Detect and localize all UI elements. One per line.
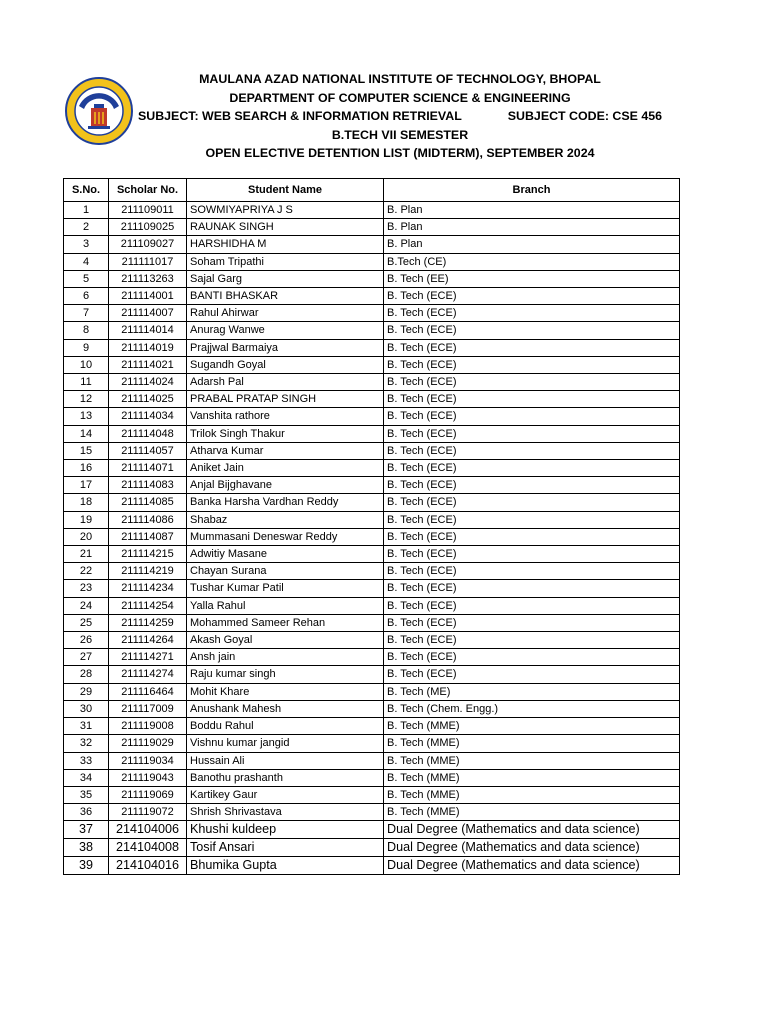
cell-sno: 4 [64,253,109,270]
cell-branch: B. Tech (Chem. Engg.) [384,700,680,717]
institute-name: MAULANA AZAD NATIONAL INSTITUTE OF TECHNOLOGY, BHOPAL [199,72,601,86]
cell-sno: 25 [64,614,109,631]
cell-branch: B. Tech (MME) [384,752,680,769]
cell-scholar-no: 211119043 [109,769,187,786]
table-row [64,769,680,786]
cell-sno: 9 [64,339,109,356]
table-row [64,477,680,494]
cell-scholar-no: 211119072 [109,804,187,821]
table-row [64,460,680,477]
cell-sno: 31 [64,718,109,735]
cell-sno: 7 [64,305,109,322]
detention-table [63,178,680,875]
cell-student-name: Atharva Kumar [187,442,384,459]
table-row [64,632,680,649]
cell-sno: 30 [64,700,109,717]
cell-student-name: Banothu prashanth [187,769,384,786]
cell-scholar-no: 211119034 [109,752,187,769]
cell-student-name: Anurag Wanwe [187,322,384,339]
cell-scholar-no: 211114001 [109,288,187,305]
cell-student-name: Mohit Khare [187,683,384,700]
cell-sno: 38 [64,839,109,857]
cell-scholar-no: 211114274 [109,666,187,683]
cell-sno: 29 [64,683,109,700]
cell-branch: B. Tech (ECE) [384,666,680,683]
cell-student-name: Kartikey Gaur [187,786,384,803]
cell-scholar-no: 211109011 [109,202,187,219]
cell-scholar-no: 211114264 [109,632,187,649]
cell-branch: B. Tech (ECE) [384,632,680,649]
cell-student-name: Soham Tripathi [187,253,384,270]
cell-branch: B. Tech (ECE) [384,649,680,666]
table-row [64,718,680,735]
cell-student-name: Sugandh Goyal [187,356,384,373]
table-row [64,614,680,631]
cell-scholar-no: 211114219 [109,563,187,580]
cell-branch: B. Tech (ECE) [384,528,680,545]
column-header-sno: S.No. [64,179,109,202]
column-header-scholar-no: Scholar No. [109,179,187,202]
table-row [64,546,680,563]
table-row [64,580,680,597]
cell-sno: 34 [64,769,109,786]
cell-scholar-no: 211114085 [109,494,187,511]
cell-branch: B.Tech (CE) [384,253,680,270]
table-row [64,339,680,356]
cell-branch: B. Tech (ECE) [384,460,680,477]
table-row [64,700,680,717]
cell-student-name: Sajal Garg [187,270,384,287]
table-row [64,786,680,803]
cell-scholar-no: 211113263 [109,270,187,287]
cell-branch: B. Tech (ECE) [384,563,680,580]
cell-branch: Dual Degree (Mathematics and data science) [384,821,680,839]
cell-branch: B. Tech (ECE) [384,494,680,511]
cell-student-name: Trilok Singh Thakur [187,425,384,442]
cell-scholar-no: 211119008 [109,718,187,735]
cell-branch: B. Tech (MME) [384,786,680,803]
table-row [64,528,680,545]
cell-branch: B. Tech (ECE) [384,580,680,597]
cell-student-name: Banka Harsha Vardhan Reddy [187,494,384,511]
cell-branch: B. Tech (ECE) [384,546,680,563]
cell-scholar-no: 211114048 [109,425,187,442]
cell-branch: B. Tech (ECE) [384,614,680,631]
table-row [64,253,680,270]
cell-sno: 33 [64,752,109,769]
cell-scholar-no: 211114086 [109,511,187,528]
cell-student-name: Vanshita rathore [187,408,384,425]
cell-branch: B. Tech (ECE) [384,374,680,391]
cell-scholar-no: 214104006 [109,821,187,839]
cell-sno: 39 [64,857,109,875]
institute-emblem-icon [64,76,134,146]
cell-sno: 35 [64,786,109,803]
cell-student-name: BANTI BHASKAR [187,288,384,305]
cell-student-name: Mohammed Sameer Rehan [187,614,384,631]
cell-student-name: HARSHIDHA M [187,236,384,253]
table-row [64,839,680,857]
table-row [64,374,680,391]
cell-sno: 11 [64,374,109,391]
cell-student-name: Anjal Bijghavane [187,477,384,494]
cell-branch: B. Tech (ECE) [384,356,680,373]
cell-sno: 18 [64,494,109,511]
subject-line [138,107,663,126]
cell-sno: 19 [64,511,109,528]
column-header-branch: Branch [384,179,680,202]
cell-scholar-no: 211114259 [109,614,187,631]
table-row [64,511,680,528]
cell-branch: B. Tech (ECE) [384,477,680,494]
cell-scholar-no: 211114021 [109,356,187,373]
cell-scholar-no: 214104008 [109,839,187,857]
cell-scholar-no: 211114254 [109,597,187,614]
table-row [64,408,680,425]
cell-scholar-no: 211114271 [109,649,187,666]
cell-scholar-no: 211114071 [109,460,187,477]
cell-scholar-no: 211114034 [109,408,187,425]
table-row [64,270,680,287]
cell-sno: 32 [64,735,109,752]
cell-student-name: Mummasani Deneswar Reddy [187,528,384,545]
table-row [64,425,680,442]
cell-branch: B. Tech (ECE) [384,442,680,459]
cell-student-name: Aniket Jain [187,460,384,477]
table-row [64,735,680,752]
department-name: DEPARTMENT OF COMPUTER SCIENCE & ENGINEERING [229,90,571,105]
table-row [64,821,680,839]
cell-branch: B. Tech (ECE) [384,425,680,442]
cell-scholar-no: 211109025 [109,219,187,236]
cell-scholar-no: 211114057 [109,442,187,459]
cell-student-name: Raju kumar singh [187,666,384,683]
cell-scholar-no: 214104016 [109,857,187,875]
cell-sno: 17 [64,477,109,494]
cell-scholar-no: 211116464 [109,683,187,700]
cell-student-name: Tushar Kumar Patil [187,580,384,597]
table-row [64,356,680,373]
list-title: OPEN ELECTIVE DETENTION LIST (MIDTERM), SEPTEMBER 2024 [205,146,595,161]
cell-student-name: Bhumika Gupta [187,857,384,875]
cell-student-name: Shabaz [187,511,384,528]
cell-sno: 16 [64,460,109,477]
cell-student-name: Adwitiy Masane [187,546,384,563]
cell-student-name: Tosif Ansari [187,839,384,857]
cell-student-name: SOWMIYAPRIYA J S [187,202,384,219]
table-row [64,683,680,700]
cell-sno: 2 [64,219,109,236]
cell-scholar-no: 211119029 [109,735,187,752]
cell-sno: 36 [64,804,109,821]
table-row [64,666,680,683]
cell-branch: B. Tech (ECE) [384,511,680,528]
cell-student-name: Hussain Ali [187,752,384,769]
cell-sno: 6 [64,288,109,305]
cell-scholar-no: 211114087 [109,528,187,545]
cell-student-name: Ansh jain [187,649,384,666]
subject-code: SUBJECT CODE: CSE 456 [507,109,663,124]
table-row [64,563,680,580]
cell-scholar-no: 211109027 [109,236,187,253]
cell-student-name: Prajjwal Barmaiya [187,339,384,356]
table-row [64,288,680,305]
cell-branch: B. Tech (ECE) [384,305,680,322]
table-row [64,322,680,339]
table-body [64,202,680,875]
cell-student-name: Rahul Ahirwar [187,305,384,322]
cell-sno: 13 [64,408,109,425]
table-header-row [64,179,680,202]
cell-sno: 3 [64,236,109,253]
cell-sno: 26 [64,632,109,649]
cell-student-name: Khushi kuldeep [187,821,384,839]
table-row [64,236,680,253]
cell-branch: B. Tech (ECE) [384,408,680,425]
table-row [64,442,680,459]
cell-branch: B. Tech (ECE) [384,597,680,614]
cell-sno: 23 [64,580,109,597]
cell-student-name: Anushank Mahesh [187,700,384,717]
cell-sno: 37 [64,821,109,839]
cell-sno: 27 [64,649,109,666]
cell-student-name: Shrish Shrivastava [187,804,384,821]
cell-scholar-no: 211114019 [109,339,187,356]
table-row [64,804,680,821]
cell-branch: B. Tech (MME) [384,735,680,752]
table-row [64,752,680,769]
subject-name: SUBJECT: WEB SEARCH & INFORMATION RETRIEVAL [138,109,462,124]
table-row [64,202,680,219]
cell-sno: 24 [64,597,109,614]
cell-branch: B. Tech (ECE) [384,391,680,408]
document-header [138,70,663,163]
table-row [64,857,680,875]
cell-branch: B. Plan [384,202,680,219]
cell-scholar-no: 211114007 [109,305,187,322]
cell-branch: B. Plan [384,236,680,253]
column-header-student-name: Student Name [187,179,384,202]
table-row [64,219,680,236]
cell-sno: 5 [64,270,109,287]
cell-student-name: Adarsh Pal [187,374,384,391]
cell-scholar-no: 211114083 [109,477,187,494]
cell-sno: 21 [64,546,109,563]
cell-student-name: Chayan Surana [187,563,384,580]
semester: B.TECH VII SEMESTER [331,127,469,142]
cell-sno: 22 [64,563,109,580]
cell-branch: B. Tech (ECE) [384,339,680,356]
cell-branch: Dual Degree (Mathematics and data science) [384,839,680,857]
cell-sno: 12 [64,391,109,408]
cell-branch: B. Tech (EE) [384,270,680,287]
cell-sno: 10 [64,356,109,373]
cell-student-name: PRABAL PRATAP SINGH [187,391,384,408]
table-row [64,305,680,322]
cell-sno: 1 [64,202,109,219]
cell-student-name: RAUNAK SINGH [187,219,384,236]
cell-scholar-no: 211114025 [109,391,187,408]
cell-branch: B. Tech (MME) [384,718,680,735]
cell-student-name: Yalla Rahul [187,597,384,614]
cell-sno: 28 [64,666,109,683]
cell-student-name: Boddu Rahul [187,718,384,735]
cell-scholar-no: 211114014 [109,322,187,339]
cell-branch: B. Tech (ECE) [384,322,680,339]
cell-scholar-no: 211111017 [109,253,187,270]
cell-branch: B. Tech (MME) [384,769,680,786]
table-row [64,649,680,666]
cell-sno: 14 [64,425,109,442]
cell-scholar-no: 211119069 [109,786,187,803]
cell-sno: 20 [64,528,109,545]
cell-branch: B. Tech (ME) [384,683,680,700]
table-row [64,597,680,614]
cell-sno: 8 [64,322,109,339]
table-row [64,391,680,408]
cell-branch: Dual Degree (Mathematics and data science) [384,857,680,875]
cell-branch: B. Tech (MME) [384,804,680,821]
cell-student-name: Vishnu kumar jangid [187,735,384,752]
cell-scholar-no: 211114024 [109,374,187,391]
cell-branch: B. Plan [384,219,680,236]
cell-scholar-no: 211117009 [109,700,187,717]
cell-scholar-no: 211114215 [109,546,187,563]
cell-student-name: Akash Goyal [187,632,384,649]
cell-scholar-no: 211114234 [109,580,187,597]
cell-sno: 15 [64,442,109,459]
cell-branch: B. Tech (ECE) [384,288,680,305]
table-row [64,494,680,511]
